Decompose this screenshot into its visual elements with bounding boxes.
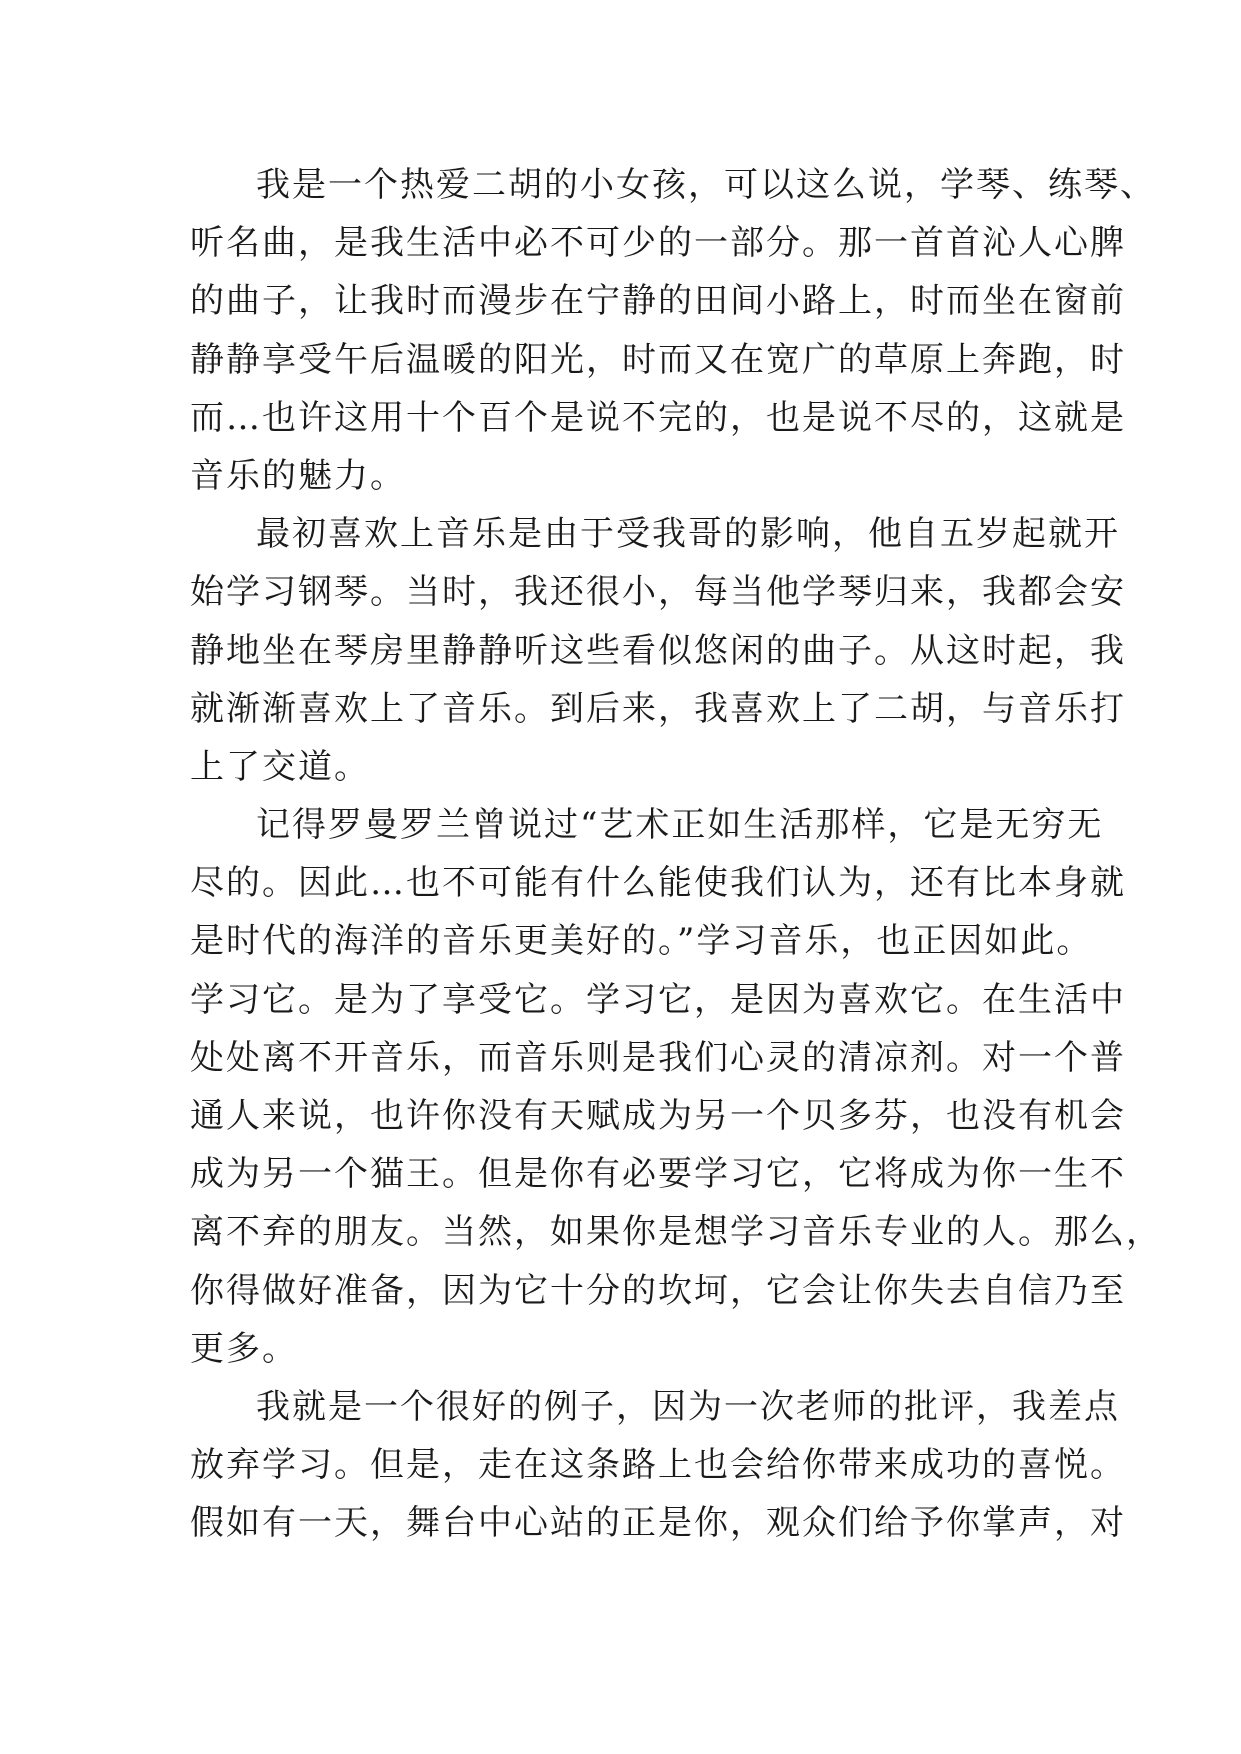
text-line: 成为另一个猫王。但是你有必要学习它，它将成为你一生不 bbox=[190, 1154, 1126, 1195]
text-line: 通人来说，也许你没有天赋成为另一个贝多芬，也没有机会 bbox=[190, 1096, 1126, 1136]
text-line: 就渐渐喜欢上了音乐。到后来，我喜欢上了二胡，与音乐打 bbox=[190, 688, 1126, 729]
text-line: 假如有一天，舞台中心站的正是你，观众们给予你掌声，对 bbox=[190, 1503, 1126, 1544]
text-line: 学习它。是为了享受它。学习它，是因为喜欢它。在生活中 bbox=[190, 979, 1126, 1020]
text-line: 离不弃的朋友。当然，如果你是想学习音乐专业的人。那么， bbox=[190, 1212, 1162, 1253]
text-line: 音乐的魅力。 bbox=[190, 455, 406, 496]
text-line: 始学习钢琴。当时，我还很小，每当他学琴归来，我都会安 bbox=[190, 572, 1126, 613]
document-body bbox=[190, 156, 1162, 1553]
text-line: 我就是一个很好的例子，因为一次老师的批评，我差点 bbox=[256, 1386, 1120, 1427]
text-line: 最初喜欢上音乐是由于受我哥的影响，他自五岁起就开 bbox=[256, 514, 1120, 555]
text-line: 我是一个热爱二胡的小女孩，可以这么说，学琴、练琴、 bbox=[256, 165, 1156, 205]
paragraph-1 bbox=[190, 156, 1156, 505]
text-line: 处处离不开音乐，而音乐则是我们心灵的清凉剂。对一个普 bbox=[190, 1037, 1126, 1078]
text-line: 是时代的海洋的音乐更美好的。”学习音乐，也正因如此。 bbox=[190, 921, 1093, 962]
text-line: 更多。 bbox=[190, 1328, 298, 1369]
text-line: 的曲子，让我时而漫步在宁静的田间小路上，时而坐在窗前 bbox=[190, 281, 1126, 322]
text-line: 听名曲，是我生活中必不可少的一部分。那一首首沁人心脾 bbox=[190, 223, 1126, 264]
paragraph-4 bbox=[190, 1378, 1126, 1553]
text-line: 上了交道。 bbox=[190, 746, 370, 787]
text-line: 放弃学习。但是，走在这条路上也会给你带来成功的喜悦。 bbox=[190, 1445, 1126, 1486]
text-line: 静静享受午后温暖的阳光，时而又在宽广的草原上奔跑，时 bbox=[190, 339, 1126, 380]
paragraph-2 bbox=[190, 505, 1126, 796]
text-line: 静地坐在琴房里静静听这些看似悠闲的曲子。从这时起，我 bbox=[190, 630, 1126, 671]
text-line: 你得做好准备，因为它十分的坎坷，它会让你失去自信乃至 bbox=[190, 1270, 1126, 1311]
text-line: 尽的。因此…也不可能有什么能使我们认为，还有比本身就 bbox=[190, 863, 1126, 904]
text-line: 而…也许这用十个百个是说不完的，也是说不尽的，这就是 bbox=[190, 397, 1126, 438]
text-line: 记得罗曼罗兰曾说过“艺术正如生活那样，它是无穷无 bbox=[256, 805, 1104, 846]
paragraph-3 bbox=[190, 796, 1162, 1378]
